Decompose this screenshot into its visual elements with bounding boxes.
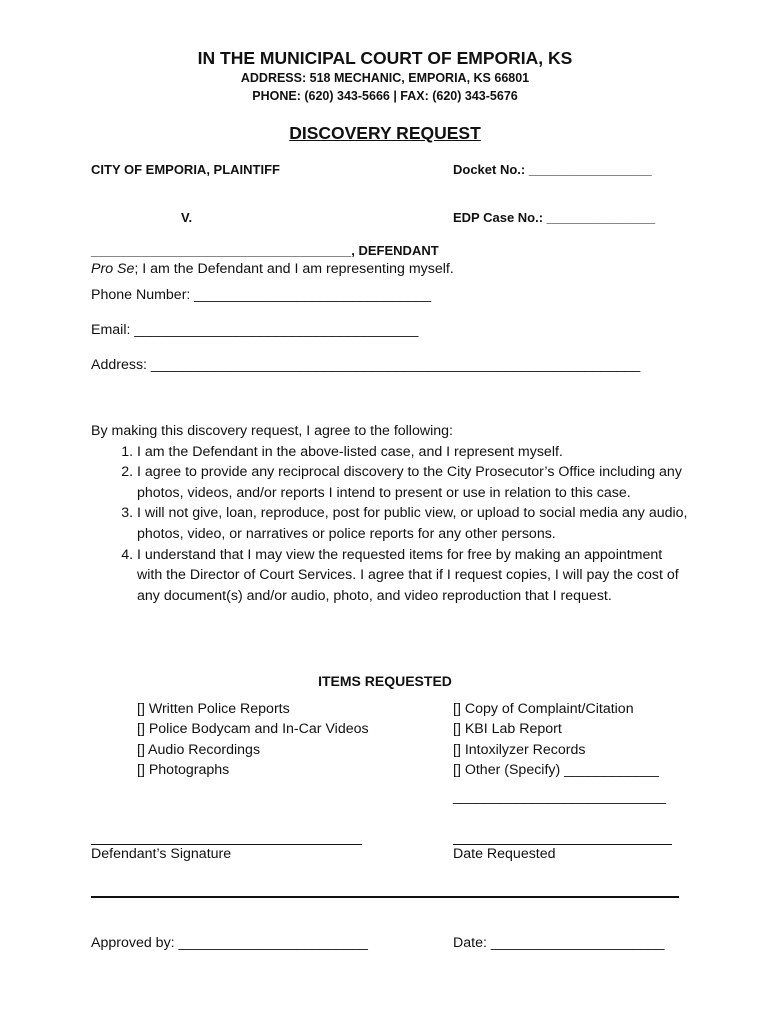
items-left-column <box>137 699 369 781</box>
section-divider <box>91 896 679 898</box>
email-field[interactable]: Email: ____________________________________ <box>91 322 419 338</box>
checkbox-copy-of-complaint[interactable]: [] Copy of Complaint/Citation <box>453 701 634 717</box>
checkbox-photographs[interactable]: [] Photographs <box>137 762 230 779</box>
agreement-item: 1. I am the Defendant in the above-listed case, and I represent myself. <box>137 442 691 463</box>
checkbox-intoxilyzer-records[interactable]: [] Intoxilyzer Records <box>453 741 586 758</box>
other-specify-line[interactable]: ___________________________ <box>453 788 667 805</box>
approved-by-field[interactable]: Approved by: ________________________ <box>91 935 368 951</box>
agreement-list <box>91 442 691 607</box>
court-address: ADDRESS: 518 MECHANIC, EMPORIA, KS 66801 <box>240 71 530 85</box>
approval-date-field[interactable]: Date: ______________________ <box>453 935 665 951</box>
court-title: IN THE MUNICIPAL COURT OF EMPORIA, KS <box>197 48 573 68</box>
docket-number-field[interactable]: Docket No.: _________________ <box>453 162 652 177</box>
date-requested-label: Date Requested <box>453 846 556 862</box>
agreement-section <box>91 421 691 606</box>
versus-label: V. <box>181 210 193 225</box>
court-phone-fax: PHONE: (620) 343-5666 | FAX: (620) 343-5676 <box>252 89 518 103</box>
phone-number-field[interactable]: Phone Number: ______________________________ <box>91 287 432 303</box>
checkbox-audio-recordings[interactable]: [] Audio Recordings <box>137 741 261 758</box>
checkbox-written-police-reports[interactable]: [] Written Police Reports <box>137 701 290 717</box>
pro-se-italic: Pro Se <box>91 261 135 277</box>
agreement-item: 2. I agree to provide any reciprocal discovery to the City Prosecutor’s Office including any photos, videos, and/or reports I intend to present or use in relation to this case. <box>137 462 691 503</box>
edp-case-number-field[interactable]: EDP Case No.: _______________ <box>453 210 656 225</box>
agreement-intro: By making this discovery request, I agree to the following: <box>91 423 453 439</box>
agreement-item: 4. I understand that I may view the requested items for free by making an appointment with the Director of Court Services. I agree that if I request copies, I will pay the cost of any document(s) and/or audio, photo, and video reproduction that I request. <box>137 545 691 607</box>
defendant-name-field[interactable]: ____________________________________, DEFENDANT <box>91 243 439 258</box>
items-right-column <box>453 699 666 807</box>
defendant-signature-label: Defendant’s Signature <box>91 846 232 862</box>
checkbox-other-specify[interactable]: [] Other (Specify) ____________ <box>453 762 659 779</box>
checkbox-bodycam-videos[interactable]: [] Police Bodycam and In-Car Videos <box>137 721 369 738</box>
plaintiff-label: CITY OF EMPORIA, PLAINTIFF <box>91 162 280 177</box>
agreement-item: 3. I will not give, loan, reproduce, post for public view, or upload to social media any audio, photos, video, or narratives or police reports for any other persons. <box>137 503 691 544</box>
checkbox-kbi-lab-report[interactable]: [] KBI Lab Report <box>453 721 562 738</box>
defendant-signature-line[interactable] <box>91 844 362 845</box>
address-field[interactable]: Address: ______________________________________________________________ <box>91 357 641 373</box>
pro-se-statement <box>91 261 454 277</box>
document-title: DISCOVERY REQUEST <box>289 123 481 143</box>
items-requested-heading: ITEMS REQUESTED <box>318 673 452 689</box>
date-requested-line[interactable] <box>453 844 672 845</box>
pro-se-rest: ; I am the Defendant and I am representing myself. <box>134 261 454 277</box>
